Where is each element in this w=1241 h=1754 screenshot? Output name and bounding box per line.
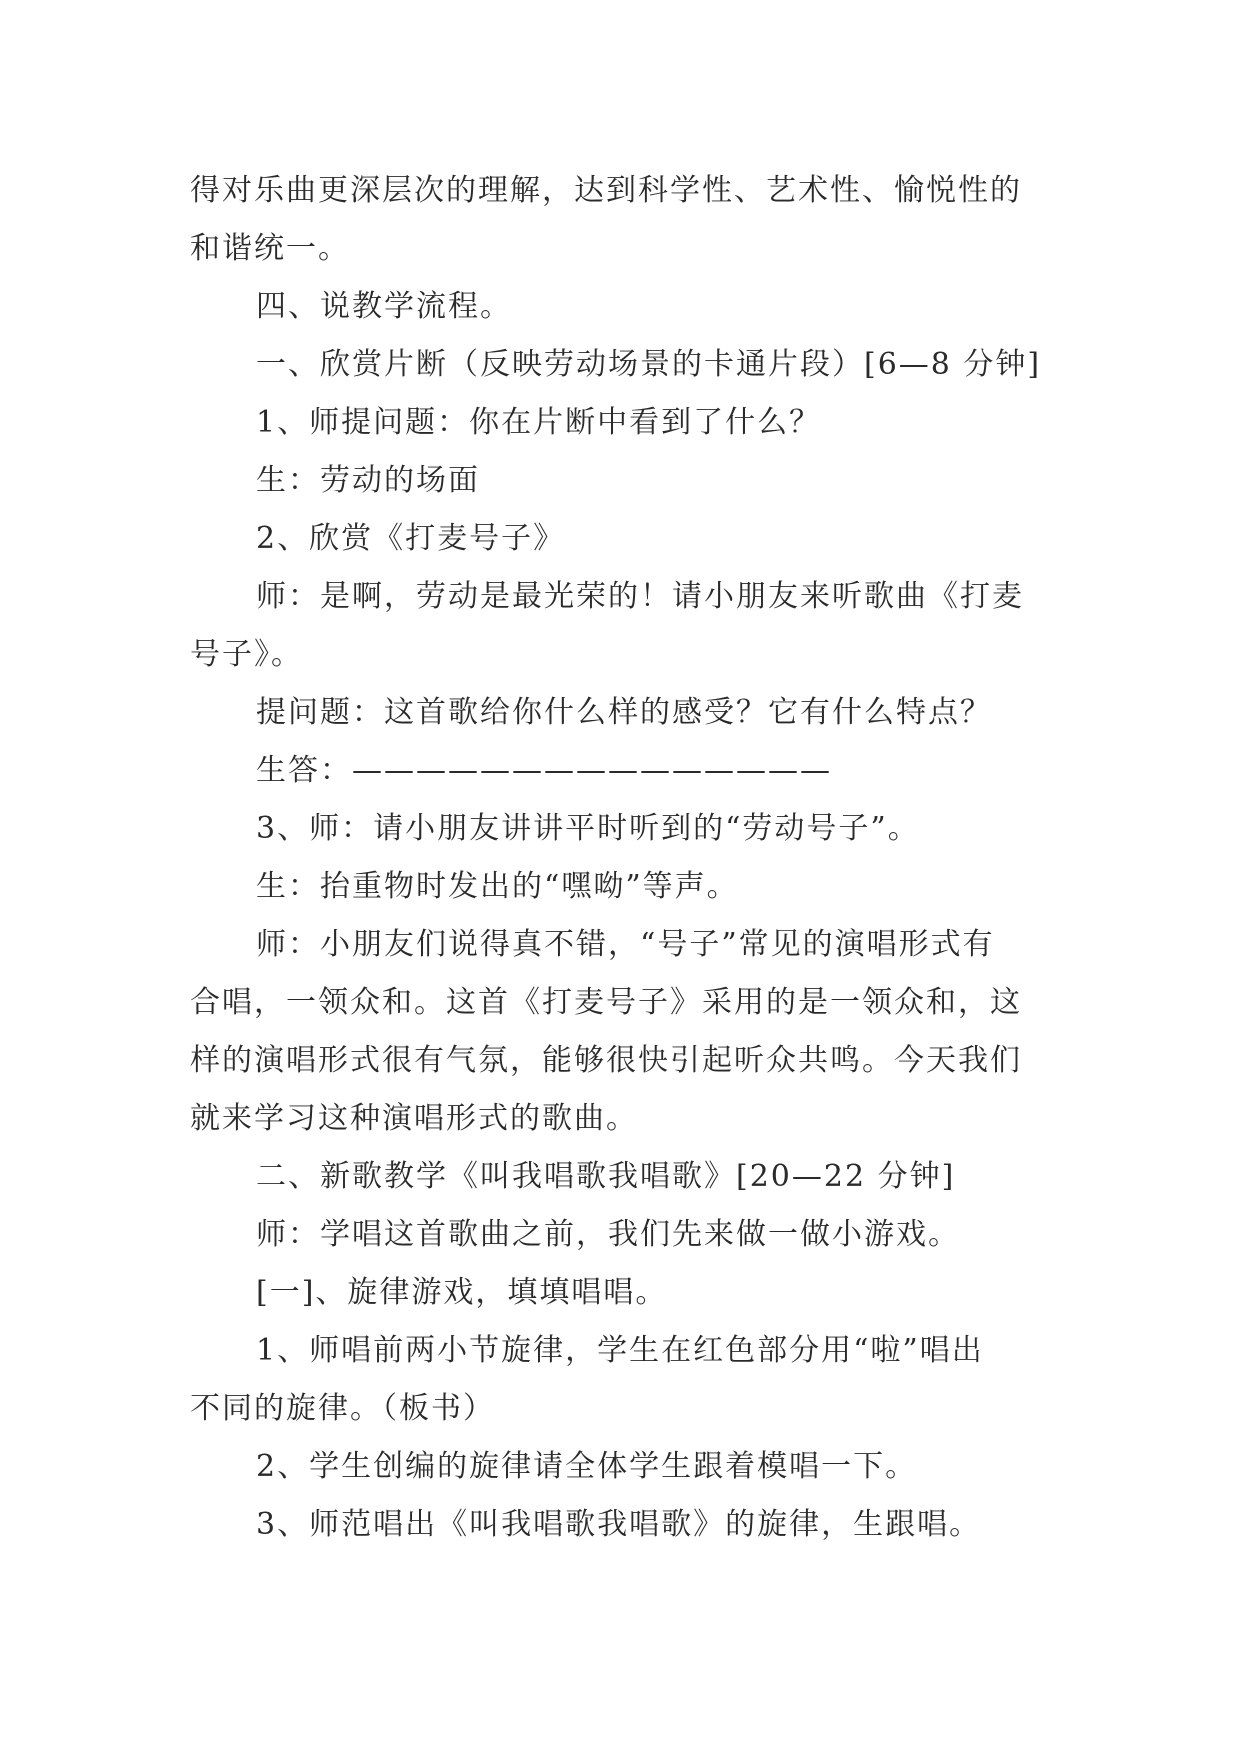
section-heading: 一、欣赏片断（反映劳动场景的卡通片段）[6—8 分钟] bbox=[256, 347, 1042, 382]
paragraph-line: 1、师唱前两小节旋律，学生在红色部分用“啦”唱出 bbox=[256, 1333, 984, 1368]
paragraph-line: 样的演唱形式很有气氛，能够很快引起听众共鸣。今天我们 bbox=[190, 1043, 1022, 1078]
paragraph-line: 师：学唱这首歌曲之前，我们先来做一做小游戏。 bbox=[256, 1217, 960, 1252]
paragraph-line: 提问题：这首歌给你什么样的感受？它有什么特点？ bbox=[256, 695, 992, 730]
paragraph-line: 2、欣赏《打麦号子》 bbox=[256, 521, 566, 556]
paragraph-line: 得对乐曲更深层次的理解，达到科学性、艺术性、愉悦性的 bbox=[190, 173, 1022, 208]
paragraph-line: 不同的旋律。（板书） bbox=[190, 1391, 495, 1426]
paragraph-line: 师：小朋友们说得真不错，“号子”常见的演唱形式有 bbox=[256, 927, 995, 962]
paragraph-line: 就来学习这种演唱形式的歌曲。 bbox=[190, 1101, 638, 1136]
section-heading: 二、新歌教学《叫我唱歌我唱歌》[20—22 分钟] bbox=[256, 1159, 956, 1194]
paragraph-line: 和谐统一。 bbox=[190, 231, 350, 266]
paragraph-line: 号子》。 bbox=[190, 637, 303, 672]
paragraph-line: 师：是啊，劳动是最光荣的！请小朋友来听歌曲《打麦 bbox=[256, 579, 1024, 614]
section-heading: 四、说教学流程。 bbox=[256, 289, 512, 324]
paragraph-line: 3、师范唱出《叫我唱歌我唱歌》的旋律，生跟唱。 bbox=[256, 1507, 982, 1542]
paragraph-line: 2、学生创编的旋律请全体学生跟着模唱一下。 bbox=[256, 1449, 918, 1484]
paragraph-line: [一]、旋律游戏，填填唱唱。 bbox=[256, 1275, 668, 1310]
paragraph-line: 合唱，一领众和。这首《打麦号子》采用的是一领众和，这 bbox=[190, 985, 1022, 1020]
paragraph-line: 生答：——————————————— bbox=[256, 753, 832, 788]
document-body bbox=[190, 162, 1070, 1554]
paragraph-line: 1、师提问题：你在片断中看到了什么？ bbox=[256, 405, 822, 440]
paragraph-line: 生：抬重物时发出的“嘿呦”等声。 bbox=[256, 869, 739, 904]
paragraph-line: 生：劳动的场面 bbox=[256, 463, 480, 498]
paragraph-line: 3、师：请小朋友讲讲平时听到的“劳动号子”。 bbox=[256, 811, 920, 846]
